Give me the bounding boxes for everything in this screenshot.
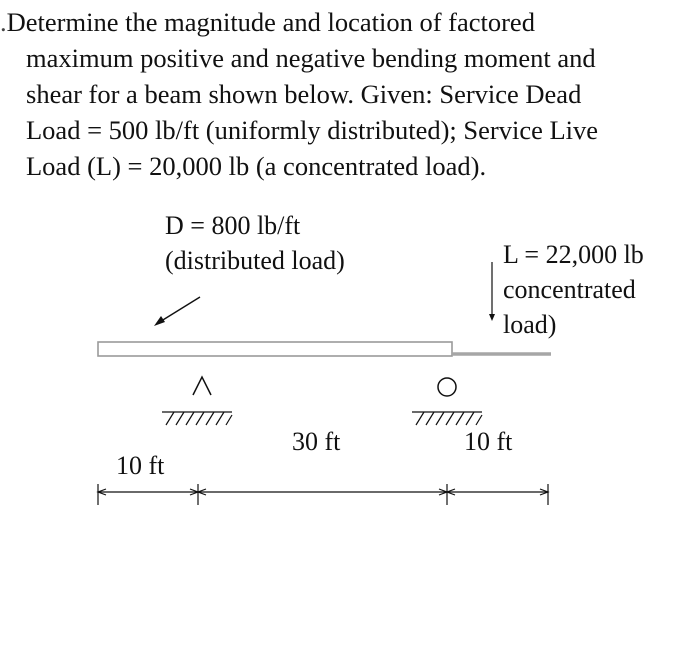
problem-line-5: Load (L) = 20,000 lb (a concentrated load). [26,151,487,181]
dimension-line [98,484,548,505]
problem-line-3: shear for a beam shown below. Given: Service Dead [26,79,582,109]
dimension-label-overhang: 10 ft [464,427,513,456]
beam-main-span [98,342,452,356]
problem-line-1: .Determine the magnitude and location of factored [0,7,535,37]
problem-line-2: maximum positive and negative bending moment and [26,43,596,73]
dimension-label-span: 30 ft [292,427,341,456]
dead-load-label: D = 800 lb/ft [165,211,301,240]
problem-number: . [0,7,7,37]
live-load-label: L = 22,000 lb [503,240,644,269]
live-load-description-2: load) [503,310,557,339]
roller-support-icon [412,378,482,425]
problem-line-4: Load = 500 lb/ft (uniformly distributed); Service Live [26,115,599,145]
dead-load-pointer-arrow-icon [154,297,200,326]
live-load-description-1: concentrated [503,275,636,304]
live-load-arrow-icon [489,262,495,321]
dead-load-description: (distributed load) [165,246,345,275]
dimension-label-left: 10 ft [116,451,165,480]
pin-support-icon [162,377,232,425]
